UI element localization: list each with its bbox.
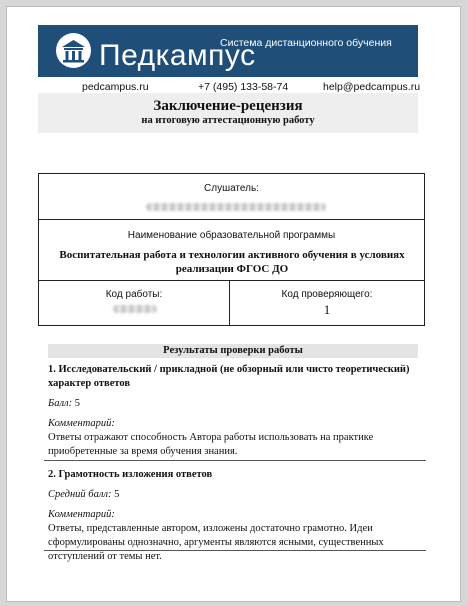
website-link[interactable]: pedcampus.ru (82, 81, 149, 93)
result-item-1 (48, 363, 423, 459)
table-divider (39, 280, 424, 281)
table-divider (39, 219, 424, 220)
work-code-label: Код работы: (105, 289, 163, 300)
reviewer-code: 1 (323, 302, 331, 317)
comment-text: Ответы, представленные автором, изложены достаточно грамотно. Идеи сформулированы однозначно, аргументы являются ясными, существенных отступлений от темы нет. (48, 523, 384, 562)
page-subtitle: на итоговую аттестационную работу (141, 115, 315, 126)
section-divider (44, 460, 426, 461)
program-label: Наименование образовательной программы (127, 230, 336, 241)
reviewer-code-label: Код проверяющего: (281, 289, 373, 300)
comment-label: Комментарий: (48, 509, 115, 520)
criterion-title: 1. Исследовательский / прикладной (не обзорный или чисто теоретический) характер ответов (48, 364, 410, 389)
criterion-title: 2. Грамотность изложения ответов (48, 469, 213, 480)
results-heading: Результаты проверки работы (48, 344, 418, 358)
score-value: 5 (114, 489, 120, 500)
score-label: Балл: (48, 398, 73, 409)
comment-label: Комментарий: (48, 418, 115, 429)
title-box (38, 93, 418, 133)
brand-subtitle: Система дистанционного обучения (220, 37, 392, 49)
info-table (38, 173, 425, 326)
work-code-redacted (113, 305, 157, 313)
email-link[interactable]: help@pedcampus.ru (323, 81, 421, 93)
logo-icon (56, 33, 91, 68)
page-title: Заключение-рецензия (153, 98, 303, 114)
listener-label: Слушатель: (204, 183, 259, 194)
program-name: Воспитательная работа и технологии активного обучения в условиях реализации ФГОС ДО (59, 249, 405, 275)
listener-name-redacted (146, 203, 326, 211)
score-value: 5 (74, 398, 80, 409)
phone-number: +7 (495) 133-58-74 (198, 81, 289, 93)
comment-text: Ответы отражают способность Автора работы использовать на практике приобретенные за время обучения знания. (48, 432, 374, 457)
score-label: Средний балл: (48, 489, 112, 500)
brand-name: Педкампус (99, 39, 256, 72)
section-divider (44, 550, 426, 551)
